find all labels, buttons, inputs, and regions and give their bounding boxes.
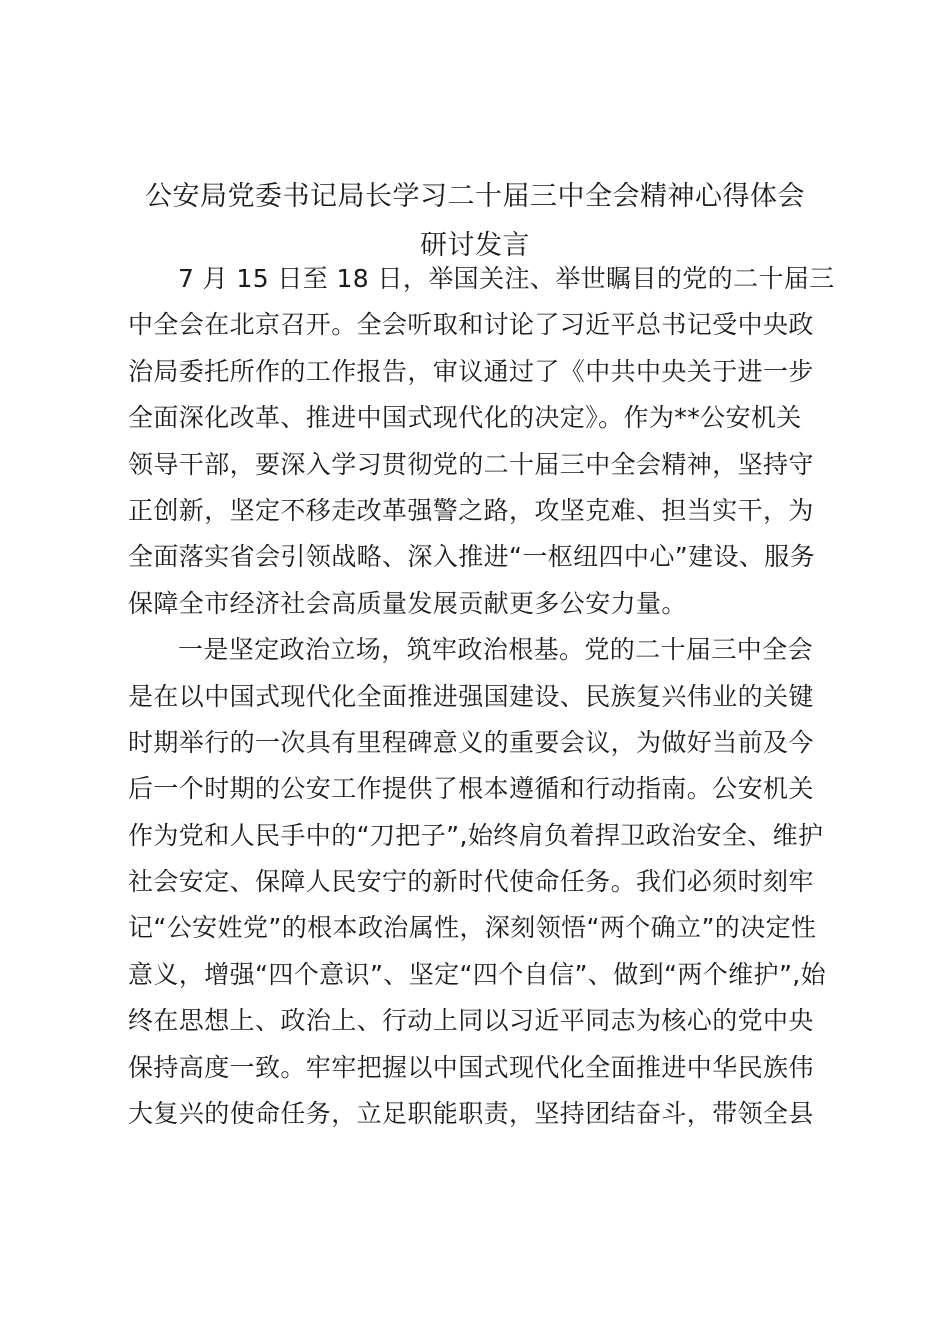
paragraph-line: 大复兴的使命任务，立足职能职责，坚持团结奋斗，带领全县	[128, 1099, 814, 1129]
paragraph-intro	[128, 256, 835, 627]
paragraph-line: 记“公安姓党”的根本政治属性，深刻领悟“两个确立”的决定性	[128, 913, 817, 943]
paragraph-line: 中全会在北京召开。全会听取和讨论了习近平总书记受中央政	[128, 310, 814, 340]
paragraph-line: 7 月 15 日至 18 日，举国关注、举世瞩目的党的二十届三	[178, 264, 835, 293]
paragraph-line: 是在以中国式现代化全面推进强国建设、民族复兴伟业的关键	[128, 681, 814, 711]
paragraph-line: 领导干部，要深入学习贯彻党的二十届三中全会精神，坚持守	[128, 449, 814, 479]
document-body	[128, 256, 835, 1137]
paragraph-point-one	[128, 627, 828, 1137]
paragraph-line: 正创新，坚定不移走改革强警之路，攻坚克难、担当实干，为	[128, 495, 814, 525]
document-title-line-1: 公安局党委书记局长学习二十届三中全会精神心得体会	[145, 181, 805, 212]
paragraph-line: 作为党和人民手中的“刀把子”,始终肩负着捍卫政治安全、维护	[128, 820, 824, 850]
paragraph-line: 保障全市经济社会高质量发展贡献更多公安力量。	[128, 588, 687, 618]
paragraph-line: 意义，增强“四个意识”、坚定“四个自信”、做到“两个维护”,始	[128, 959, 827, 989]
paragraph-line: 时期举行的一次具有里程碑意义的重要会议，为做好当前及今	[128, 727, 814, 757]
paragraph-line: 后一个时期的公安工作提供了根本遵循和行动指南。公安机关	[128, 774, 814, 804]
paragraph-line: 一是坚定政治立场，筑牢政治根基。党的二十届三中全会	[178, 635, 814, 665]
paragraph-line: 全面落实省会引领战略、深入推进“一枢纽四中心”建设、服务	[128, 542, 816, 572]
paragraph-line: 全面深化改革、推进中国式现代化的决定》。作为**公安机关	[128, 403, 802, 433]
paragraph-line: 社会安定、保障人民安宁的新时代使命任务。我们必须时刻牢	[128, 867, 814, 897]
paragraph-line: 保持高度一致。牢牢把握以中国式现代化全面推进中华民族伟	[128, 1052, 814, 1082]
paragraph-line: 终在思想上、政治上、行动上同以习近平同志为核心的党中央	[128, 1006, 814, 1036]
document-title-line-2: 研讨发言	[420, 230, 530, 261]
paragraph-line: 治局委托所作的工作报告，审议通过了《中共中央关于进一步	[128, 356, 814, 386]
